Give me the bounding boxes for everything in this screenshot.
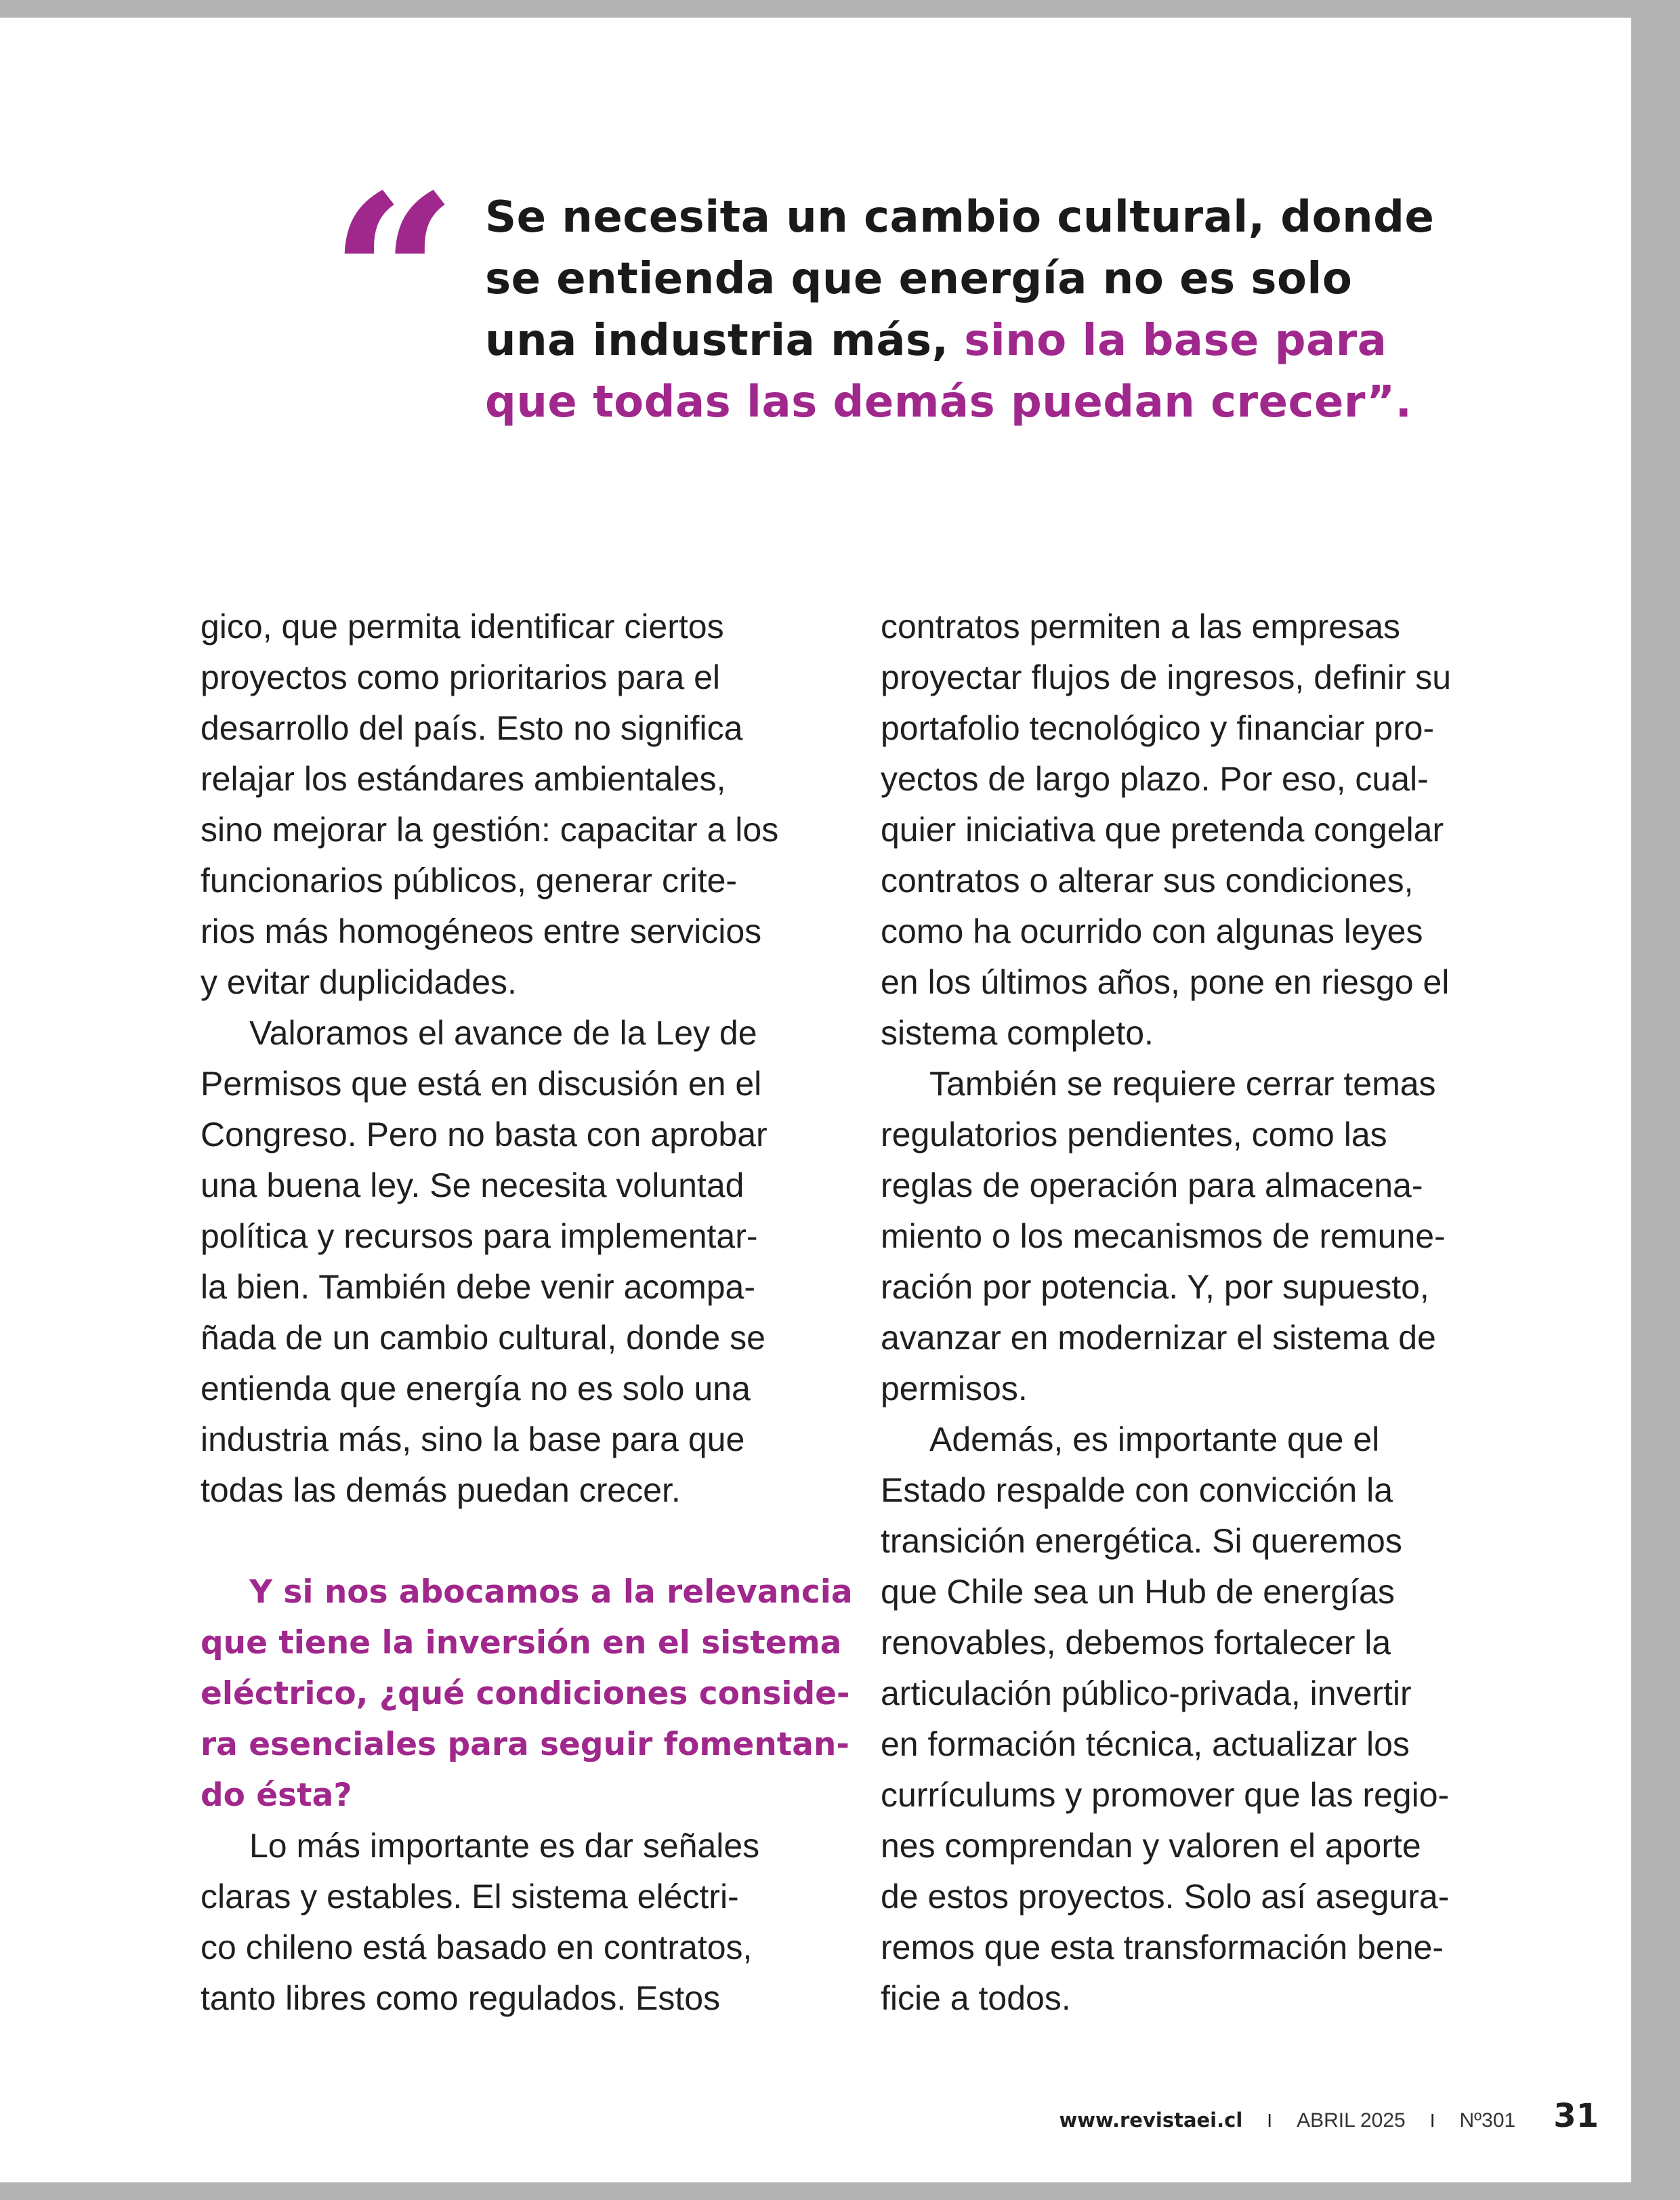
text-line: industria más, sino la base para que	[201, 1420, 745, 1458]
text-line: co chileno está basado en contratos,	[201, 1928, 753, 1966]
article-column-right	[881, 601, 1524, 2024]
text-line: Valoramos el avance de la Ley de	[249, 1014, 757, 1052]
pull-quote-line: que todas las demás puedan crecer”.	[485, 377, 1412, 427]
body-text-left	[201, 601, 844, 1516]
text-line: política y recursos para implementar-	[201, 1217, 758, 1255]
text-line: desarrollo del país. Esto no significa	[201, 709, 743, 747]
text-line: ración por potencia. Y, por supuesto,	[881, 1268, 1429, 1306]
text-line: funcionarios públicos, generar crite-	[201, 862, 738, 900]
text-line: transición energética. Si queremos	[881, 1522, 1402, 1560]
text-line: portafolio tecnológico y financiar pro-	[881, 709, 1435, 747]
text-line: contratos o alterar sus condiciones,	[881, 862, 1414, 900]
article-column-left	[201, 601, 853, 2024]
open-quote-icon: “	[329, 146, 458, 408]
text-line: de estos proyectos. Solo así asegura-	[881, 1878, 1450, 1916]
text-line: Permisos que está en discusión en el	[201, 1065, 762, 1103]
interview-answer	[201, 1821, 844, 2024]
paragraph-gap	[201, 1516, 844, 1567]
pull-quote-line: se entienda que energía no es solo	[485, 254, 1353, 304]
text-line: sistema completo.	[881, 1014, 1154, 1052]
text-line: entienda que energía no es solo una	[201, 1370, 751, 1408]
text-line: en formación técnica, actualizar los	[881, 1725, 1410, 1763]
text-line: articulación público-privada, invertir	[881, 1674, 1412, 1712]
text-line: reglas de operación para almacena-	[881, 1166, 1423, 1204]
text-line: avanzar en modernizar el sistema de	[881, 1319, 1436, 1357]
text-line: que Chile sea un Hub de energías	[881, 1573, 1395, 1611]
text-line: que tiene la inversión en el sistema	[201, 1624, 842, 1662]
text-line: y evitar duplicidades.	[201, 963, 517, 1001]
text-line: Además, es importante que el	[929, 1420, 1380, 1458]
text-line: remos que esta transformación bene-	[881, 1928, 1444, 1966]
text-line: miento o los mecanismos de remune-	[881, 1217, 1446, 1255]
pull-quote-line: Se necesita un cambio cultural, donde	[485, 192, 1435, 242]
text-line: Lo más importante es dar señales	[249, 1827, 760, 1865]
interview-question	[201, 1567, 853, 1821]
text-line: quier iniciativa que pretenda congelar	[881, 811, 1444, 849]
text-line: regulatorios pendientes, como las	[881, 1116, 1387, 1154]
text-line: permisos.	[881, 1370, 1028, 1408]
text-line: claras y estables. El sistema eléctri-	[201, 1878, 739, 1916]
text-line: renovables, debemos fortalecer la	[881, 1624, 1391, 1662]
text-line: Y si nos abocamos a la relevancia	[249, 1573, 853, 1611]
magazine-page	[0, 18, 1631, 2182]
page-footer	[1059, 2097, 1599, 2138]
text-line: gico, que permita identificar ciertos	[201, 608, 724, 646]
footer-website-link[interactable]: www.revistaei.cl	[1059, 2109, 1243, 2132]
page-number: 31	[1553, 2097, 1599, 2135]
text-line: do ésta?	[201, 1777, 352, 1814]
text-line: proyectar flujos de ingresos, definir su	[881, 658, 1452, 696]
text-line: relajar los estándares ambientales,	[201, 760, 726, 798]
text-line: nes comprendan y valoren el aporte	[881, 1827, 1421, 1865]
text-line: ra esenciales para seguir fomentan-	[201, 1726, 849, 1763]
text-line: la bien. También debe venir acompa-	[201, 1268, 756, 1306]
text-line: todas las demás puedan crecer.	[201, 1471, 681, 1509]
text-line: yectos de largo plazo. Por eso, cual-	[881, 760, 1429, 798]
text-line: contratos permiten a las empresas	[881, 608, 1401, 646]
text-line: También se requiere cerrar temas	[929, 1065, 1436, 1103]
text-line: Congreso. Pero no basta con aprobar	[201, 1116, 768, 1154]
text-line: tanto libres como regulados. Estos	[201, 1979, 721, 2017]
text-line: sino mejorar la gestión: capacitar a los	[201, 811, 779, 849]
footer-issue-number: Nº301	[1459, 2109, 1516, 2132]
pull-quote	[485, 187, 1433, 433]
text-line: ñada de un cambio cultural, donde se	[201, 1319, 765, 1357]
text-line: una buena ley. Se necesita voluntad	[201, 1166, 744, 1204]
text-line: rios más homogéneos entre servicios	[201, 912, 762, 950]
text-line: currículums y promover que las regio-	[881, 1776, 1450, 1814]
text-line: ficie a todos.	[881, 1979, 1071, 2017]
footer-separator: I	[1267, 2110, 1273, 2131]
text-line: como ha ocurrido con algunas leyes	[881, 912, 1423, 950]
text-line: Estado respalde con convicción la	[881, 1471, 1393, 1509]
footer-separator: I	[1429, 2110, 1435, 2131]
text-line: eléctrico, ¿qué condiciones conside-	[201, 1675, 850, 1712]
footer-date: ABRIL 2025	[1297, 2109, 1406, 2132]
pull-quote-line: una industria más, sino la base para	[485, 316, 1387, 366]
text-line: proyectos como prioritarios para el	[201, 658, 720, 696]
text-line: en los últimos años, pone en riesgo el	[881, 963, 1450, 1001]
body-text-right	[881, 601, 1524, 2024]
